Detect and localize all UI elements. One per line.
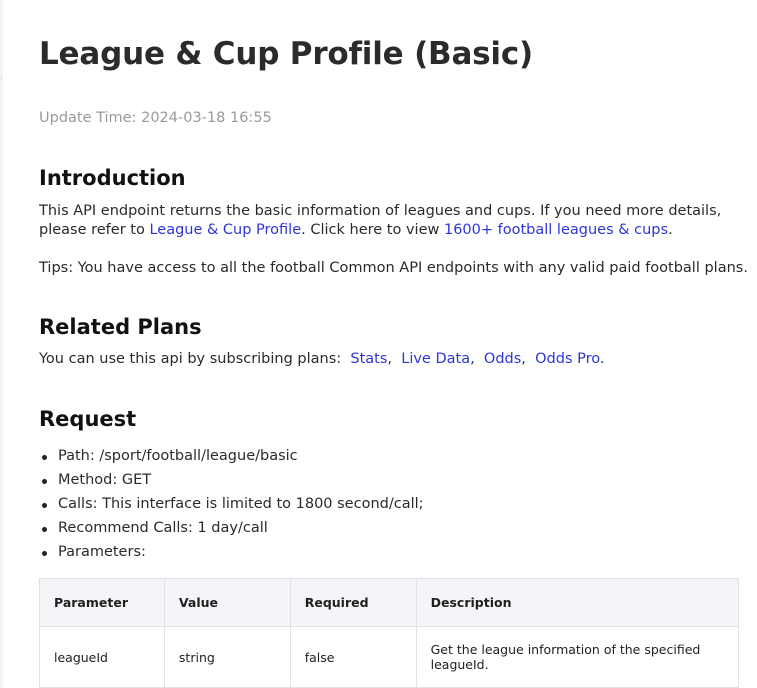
request-calls-limit: Calls: This interface is limited to 1800 second/call; [39,496,424,520]
parameters-table [39,578,739,688]
request-method: Method: GET [39,472,424,496]
table-row [40,627,739,688]
plan-link-live-data[interactable]: Live Data [401,351,471,367]
league-cup-profile-link[interactable]: League & Cup Profile [149,222,302,238]
request-details-list [39,448,424,568]
football-leagues-list-link[interactable]: 1600+ football leagues & cups [443,222,669,238]
request-heading: Request [39,407,137,431]
related-plans-suffix: . [599,351,605,367]
cell-required: false [290,627,416,688]
column-header-description: Description [416,579,738,627]
cell-parameter: leagueId [40,627,165,688]
request-recommend-calls: Recommend Calls: 1 day/call [39,520,424,544]
plan-link-odds-pro[interactable]: Odds Pro [535,351,600,367]
left-border [0,0,3,688]
cell-value: string [164,627,290,688]
column-header-required: Required [290,579,416,627]
plan-link-stats[interactable]: Stats [350,351,388,367]
introduction-text [39,202,729,240]
request-parameters-label: Parameters: [39,544,424,568]
page-title: League & Cup Profile (Basic) [39,36,534,72]
table-header-row [40,579,739,627]
left-border-divider [0,78,3,79]
plan-link-odds[interactable]: Odds [483,351,522,367]
introduction-heading: Introduction [39,166,186,190]
tips-text: Tips: You have access to all the football Common API endpoints with any valid paid football plans. [39,260,748,276]
column-header-value: Value [164,579,290,627]
related-plans-prefix: You can use this api by subscribing plans: [39,351,342,367]
introduction-text-part3: . [668,222,673,238]
update-time: Update Time: 2024-03-18 16:55 [39,110,272,126]
column-header-parameter: Parameter [40,579,165,627]
cell-description: Get the league information of the specified leagueId. [416,627,738,688]
introduction-text-part1: This API endpoint returns the basic information of leagues and cups. If you need more details, please refer to [39,203,722,238]
request-path: Path: /sport/football/league/basic [39,448,424,472]
related-plans-text: You can use this api by subscribing plans: Stats, Live Data, Odds, Odds Pro. [39,351,605,367]
introduction-text-part2: . Click here to view [301,222,444,238]
related-plans-heading: Related Plans [39,315,202,339]
